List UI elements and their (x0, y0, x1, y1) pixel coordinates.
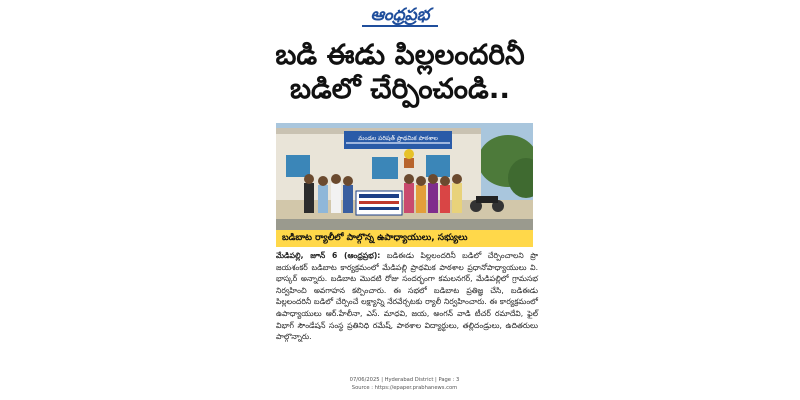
masthead-underline (362, 25, 438, 27)
school-banner-text: మండల పరిషత్ ప్రాథమిక పాఠశాల (358, 135, 438, 142)
article-text: బడిఈడు పిల్లలందరినీ బడిలో చేర్పించాలని ప్రొ జయశంకర్ బడిబాట కార్యక్రమంలో మేడిపల్లి ప్రాథమిక పాఠశాల ప్రధానోపాధ్యాయులు వి. భాస్కర్ అన్నారు. బడిబాట మొదటి రోజు సందర్భంగా కమలనగర్, మేడిపల్లిలో గ్రామసభ నిర్వహించి అవగాహన కల్పించారు. ఈ సభలో బడిబాట ప్రతిజ్ఞ చేసి, బడిఈడు పిల్లలందరినీ బడిలో చేర్పించే లక్ష్యాన్ని నేరవేర్చటకు ర్యాలీ నిర్వహించారు. ఈ కార్యక్రమంలో ఉపాధ్యాయులు ఆర్.హేలీనా, ఎస్. మాధవి, జయ, అంగన్ వాడి టీచర్ రమాదేవి, ఫైల్ విభాగ్ సౌండేషన్ సంస్థ ప్రతినిధి రమేష్, పాఠశాల విద్యార్థులు, తల్లిదండ్రులు, ఉదితరులు పాల్గొన్నారు. (276, 251, 538, 342)
article-dateline: మేడిపల్లి, జూన్ 6 (ఆంధ్రప్రభ): (276, 251, 381, 260)
headline-line-1: బడి ఈడు పిల్లలందరినీ (275, 38, 525, 71)
footer-source-link[interactable]: Source : https://epaper.prabhanews.com (351, 385, 458, 391)
headline-line-2: బడిలో చేర్పించండి.. (290, 72, 510, 105)
page-footer (276, 376, 533, 392)
headline (0, 38, 800, 106)
footer-edition-info: 07/06/2025 | Hyderabad District | Page : 3 (349, 377, 460, 383)
newspaper-masthead: ఆంధ్రప్రభ (370, 5, 430, 25)
photo-caption: బడిబాట ర్యాలీలో పాల్గొన్న ఉపాధ్యాయులు, సభ్యులు (276, 230, 533, 247)
article-body (276, 250, 538, 343)
rally-photo-illustration (276, 123, 533, 230)
news-photo (276, 123, 533, 230)
